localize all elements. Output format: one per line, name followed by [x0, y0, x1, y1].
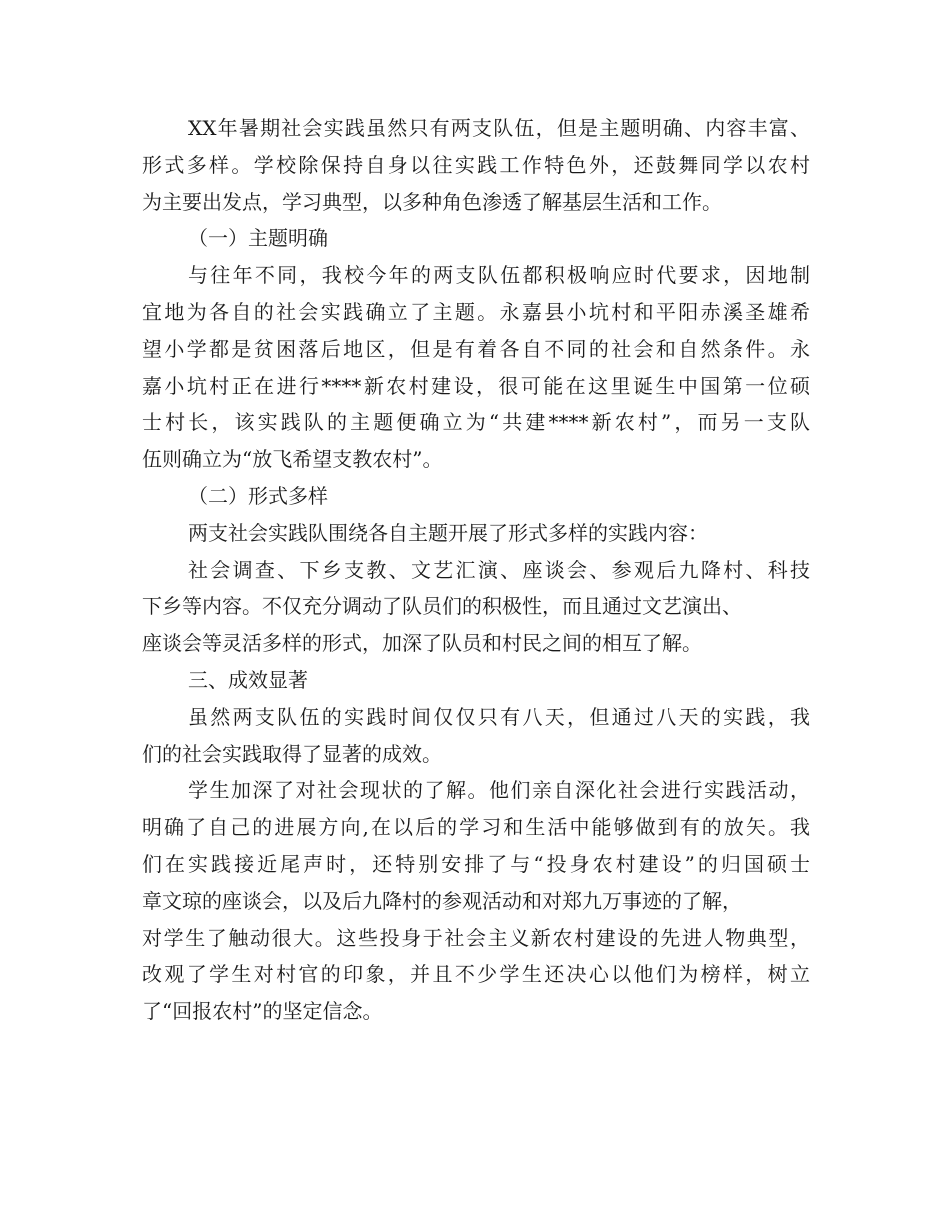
- text-line: 两支社会实践队围绕各自主题开展了形式多样的实践内容：: [188, 520, 708, 545]
- text-line: 学生加深了对社会现状的了解。他们亲自深化社会进行实践活动，: [188, 778, 810, 803]
- text-line: 章文琼的座谈会，以及后九降村的参观活动和对郑九万事迹的了解，: [142, 888, 742, 913]
- text-line: 与往年不同，我校今年的两支队伍都积极响应时代要求，因地制: [188, 263, 810, 288]
- text-line: 明确了自己的进展方向,在以后的学习和生活中能够做到有的放矢。我: [142, 815, 810, 840]
- text-line: 社会调查、下乡支教、文艺汇演、座谈会、参观后九降村、科技: [188, 557, 810, 582]
- text-line: 对学生了触动很大。这些投身于社会主义新农村建设的先进人物典型，: [142, 925, 810, 950]
- document-body: [142, 110, 810, 1030]
- text-line: 士村长，该实践队的主题便确立为“共建****新农村”，而另一支队: [142, 410, 810, 435]
- text-line: XX年暑期社会实践虽然只有两支队伍，但是主题明确、内容丰富、: [188, 116, 810, 140]
- text-line: 宜地为各自的社会实践确立了主题。永嘉县小坑村和平阳赤溪圣雄希: [142, 299, 810, 324]
- text-line: 改观了学生对村官的印象，并且不少学生还决心以他们为榜样，树立: [142, 962, 810, 987]
- text-line: 为主要出发点，学习典型，以多种角色渗透了解基层生活和工作。: [142, 189, 722, 214]
- text-line: 伍则确立为“放飞希望支教农村”。: [142, 447, 443, 472]
- text-line: 们在实践接近尾声时，还特别安排了与“投身农村建设”的归国硕士: [142, 851, 810, 876]
- text-line: 望小学都是贫困落后地区，但是有着各自不同的社会和自然条件。永: [142, 336, 810, 361]
- text-line: 下乡等内容。不仅充分调动了队员们的积极性，而且通过文艺演出、: [142, 594, 742, 619]
- text-line: （二）形式多样: [188, 483, 328, 508]
- text-line: 虽然两支队伍的实践时间仅仅只有八天，但通过八天的实践，我: [188, 704, 810, 729]
- text-line: 形式多样。学校除保持自身以往实践工作特色外，还鼓舞同学以农村: [142, 152, 810, 177]
- text-line: 座谈会等灵活多样的形式，加深了队员和村民之间的相互了解。: [142, 631, 702, 656]
- text-line: 了“回报农村”的坚定信念。: [142, 999, 383, 1024]
- text-line: 嘉小坑村正在进行****新农村建设，很可能在这里诞生中国第一位硕: [142, 373, 810, 398]
- text-line: （一）主题明确: [188, 226, 328, 251]
- text-line: 们的社会实践取得了显著的成效。: [142, 741, 442, 766]
- text-line: 三、成效显著: [188, 667, 308, 692]
